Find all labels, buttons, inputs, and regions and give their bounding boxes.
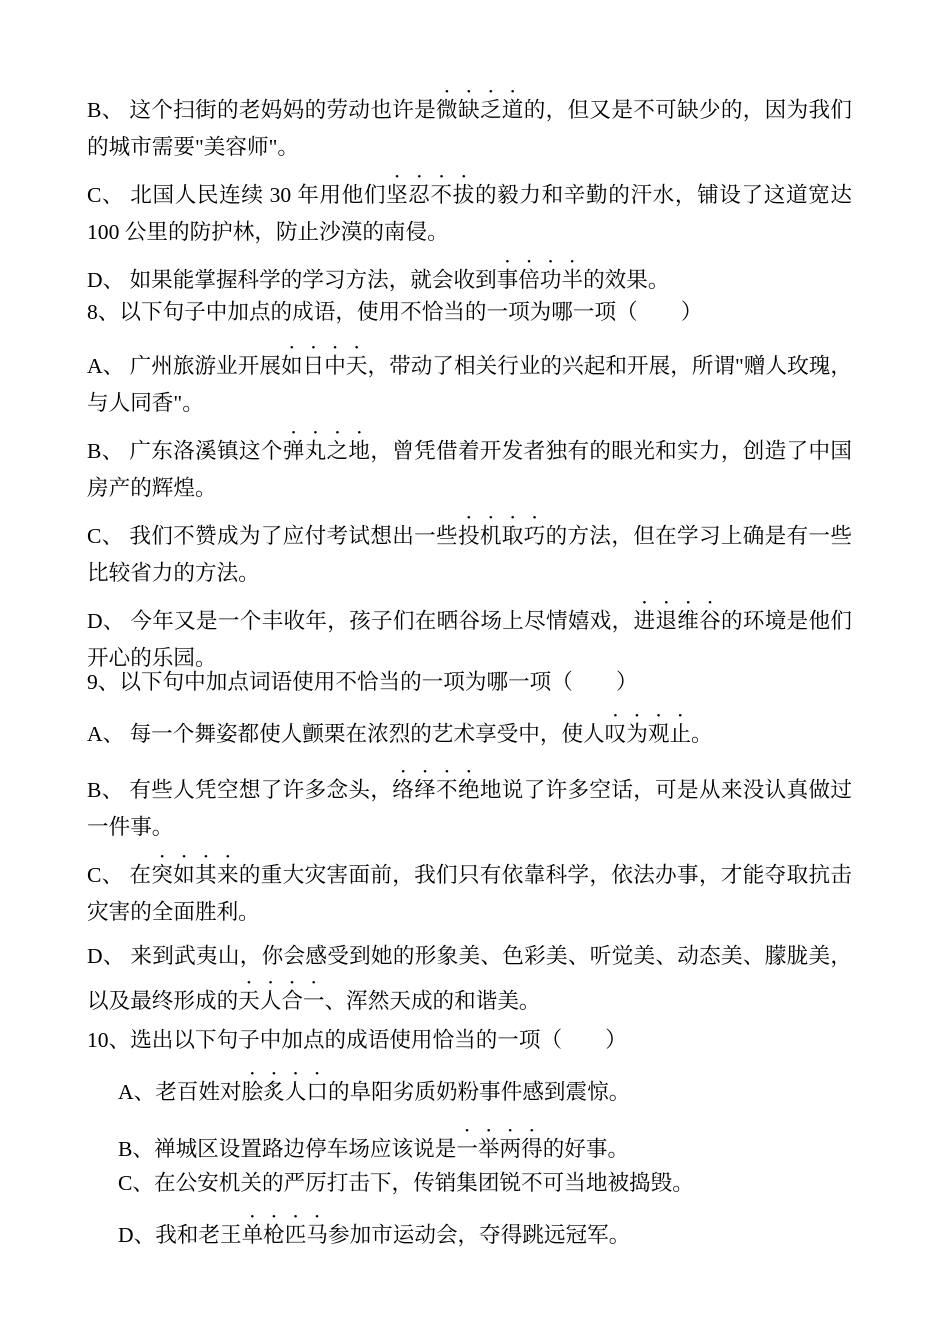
text: 的效果。 — [583, 268, 670, 292]
text: D、我和老王 — [118, 1223, 242, 1247]
text: 的重大灾害面前，我们只有依靠科学，依法办事，才能夺取抗击灾害的全面胜利。 — [87, 863, 852, 924]
text: 地说了许多空话，可是从来没认真做过一件事。 — [87, 778, 852, 839]
dotted-idiom: 如日中天 — [281, 354, 368, 378]
text: ，曾凭借着开发者独有的眼光和实力，创造了中国房产的辉煌。 — [87, 439, 852, 500]
text: C、 在 — [87, 863, 152, 887]
option-8c — [87, 512, 852, 592]
text: D、 来到武夷山，你会感受到她的形象美、色彩美、听觉美、动态美、朦胧美，以及最终形成的 — [87, 944, 852, 1013]
text: 、浑然天成的和谐美。 — [324, 989, 541, 1013]
text: A、老百姓对 — [118, 1080, 242, 1104]
dotted-idiom: 微缺乏道 — [436, 98, 524, 122]
text: 的方法，但在学习上确是有一些比较省力的方法。 — [87, 524, 852, 585]
text: C、 北国人民连续 30 年用他们 — [87, 183, 387, 207]
text: A、 每一个舞姿都使人颤栗在浓烈的艺术享受中，使人 — [87, 722, 605, 746]
option-8a — [87, 342, 852, 422]
text: C、在公安机关的严厉打击下，传销集团锐不可当地被捣毁。 — [118, 1171, 694, 1195]
option-9b — [87, 766, 852, 846]
option-7d — [87, 256, 852, 299]
dotted-idiom: 突如其来 — [151, 863, 239, 887]
dotted-idiom: 单枪匹马 — [241, 1223, 328, 1247]
text: 。 — [691, 722, 713, 746]
text: 的环境是他们开心的乐园。 — [87, 609, 852, 670]
text: B、禅城区设置路边停车场应该说是 — [118, 1137, 457, 1161]
text: 参加市运动会，夺得跳远冠军。 — [327, 1223, 631, 1247]
dotted-idiom: 络绎不绝 — [392, 778, 480, 802]
text: B、 这个扫街的老妈妈的劳动也许是 — [87, 98, 437, 122]
option-7b — [87, 86, 852, 166]
dotted-idiom: 脍炙人口 — [241, 1080, 328, 1104]
option-9c — [87, 851, 852, 931]
option-7c — [87, 171, 852, 251]
question-9 — [87, 664, 852, 701]
text: ，带动了相关行业的兴起和开展，所谓"赠人玫瑰，与人同香"。 — [87, 354, 852, 415]
question-8 — [87, 294, 852, 331]
question-10 — [87, 1022, 852, 1059]
dotted-idiom: 坚忍不拔 — [386, 183, 475, 207]
dotted-idiom: 叹为观止 — [604, 722, 692, 746]
option-10d — [118, 1211, 838, 1254]
text: 的毅力和辛勤的汗水，铺设了这道宽达 100 公里的防护林，防止沙漠的南侵。 — [87, 183, 852, 244]
text: A、 广州旅游业开展 — [87, 354, 282, 378]
dotted-idiom: 投机取巧 — [457, 524, 546, 548]
dotted-idiom: 事倍功半 — [496, 268, 584, 292]
question-text: 9、以下句中加点词语使用不恰当的一项为哪一项（ ） — [87, 670, 638, 694]
dotted-idiom: 一举两得 — [456, 1137, 543, 1161]
option-9a — [87, 710, 852, 753]
text: B、 有些人凭空想了许多念头， — [87, 778, 393, 802]
option-9d — [87, 935, 852, 1022]
text: 的阜阳劣质奶粉事件感到震惊。 — [327, 1080, 631, 1104]
option-10a — [118, 1068, 838, 1111]
text: B、 广东洛溪镇这个 — [87, 439, 283, 463]
question-text: 8、以下句子中加点的成语，使用不恰当的一项为哪一项（ ） — [87, 300, 703, 324]
text: C、 我们不赞成为了应付考试想出一些 — [87, 524, 458, 548]
option-8b — [87, 427, 852, 507]
text: D、 如果能掌握科学的学习方法，就会收到 — [87, 268, 497, 292]
dotted-idiom: 弹丸之地 — [282, 439, 371, 463]
dotted-idiom: 进退维谷 — [633, 609, 722, 633]
dotted-idiom: 天人合一 — [238, 989, 325, 1013]
text: D、 今年又是一个丰收年，孩子们在晒谷场上尽情嬉戏， — [87, 609, 634, 633]
text: 的好事。 — [542, 1137, 630, 1161]
option-10b — [118, 1125, 838, 1168]
text: 的，但又是不可缺少的，因为我们的城市需要"美容师"。 — [87, 98, 852, 159]
question-text: 10、选出以下句子中加点的成语使用恰当的一项（ ） — [87, 1028, 627, 1052]
option-10c — [118, 1165, 838, 1202]
